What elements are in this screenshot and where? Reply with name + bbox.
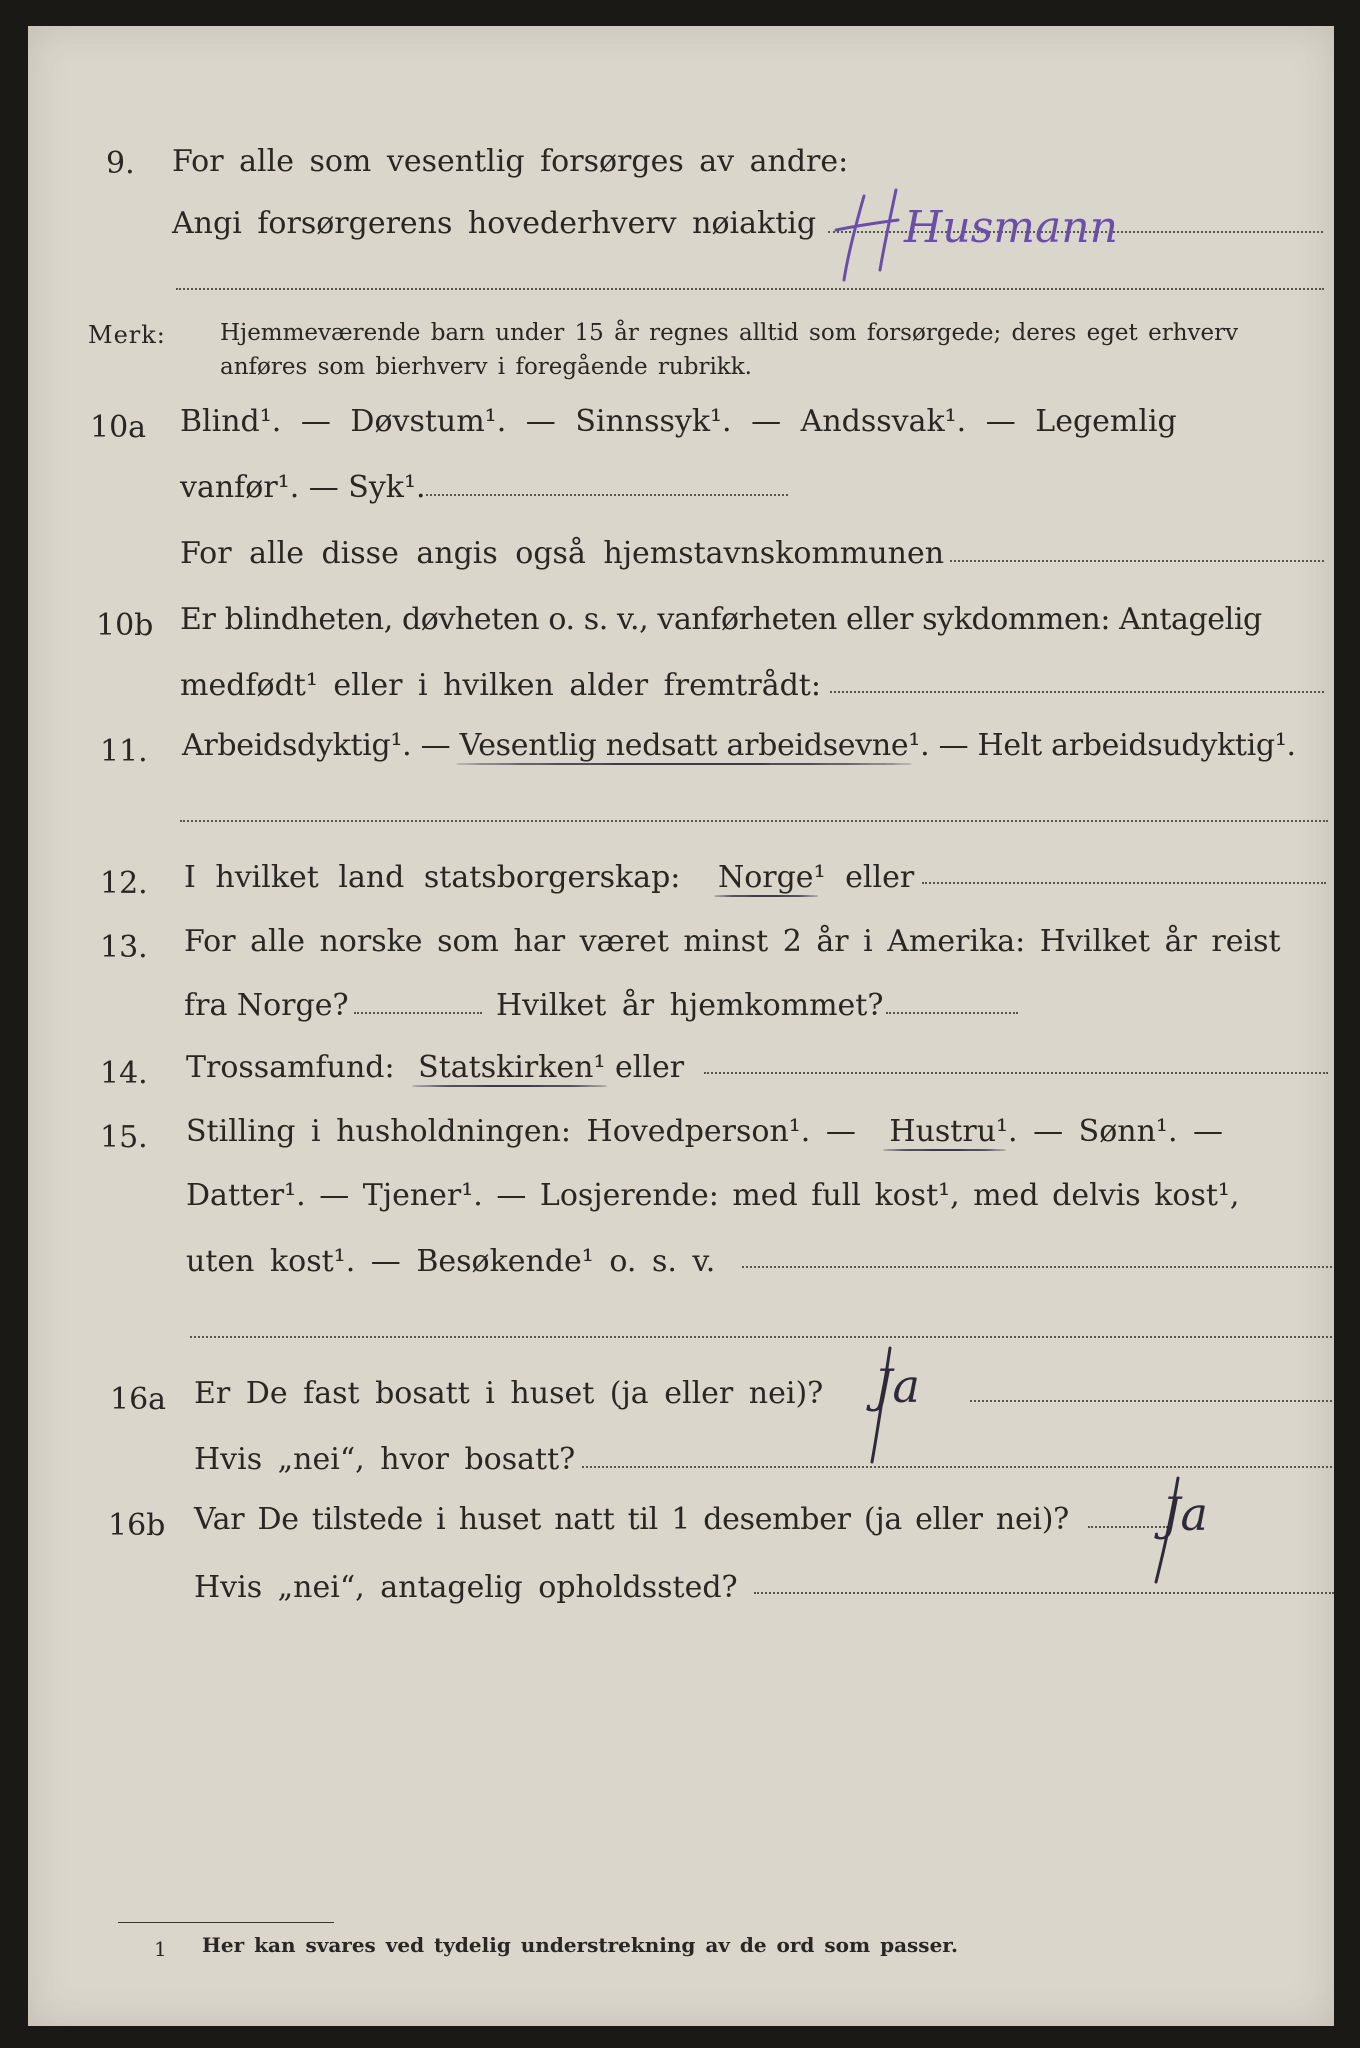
- q9-number: 9.: [106, 146, 135, 181]
- q15-underline: [883, 1149, 1006, 1151]
- q14-underlined-answer: [418, 1050, 593, 1085]
- footnote-text: Her kan svares ved tydelig understrekning av de ord som passer.: [202, 1933, 958, 1957]
- q14-underline: [412, 1085, 607, 1087]
- q15-line1a: Stilling i husholdningen: Hovedperson¹. —: [186, 1114, 856, 1149]
- note-label: Merk:: [88, 321, 166, 349]
- q11-blank: [180, 820, 1328, 822]
- q15-line1b: Hustru: [889, 1114, 997, 1149]
- q14-part3: ¹ eller: [593, 1050, 685, 1085]
- q15-line2: Datter¹. — Tjener¹. — Losjerende: med full kost¹, med delvis kost¹,: [186, 1178, 1240, 1213]
- q16a-blank: [970, 1400, 1332, 1402]
- q16b-handwritten-answer: [1108, 1466, 1278, 1596]
- q13-line1: For alle norske som har været minst 2 år i Amerika: Hvilket år reist: [184, 924, 1281, 959]
- q9-line2: Angi forsørgerens hovederhverv nøiaktig: [172, 206, 817, 241]
- q15-line1c: ¹. — Sønn¹. —: [996, 1114, 1224, 1149]
- q10a-line3: For alle disse angis også hjemstavnskommunen: [180, 536, 945, 571]
- q11-line: [182, 728, 1296, 764]
- q9-second-line: [176, 288, 1324, 290]
- q10b-line1: Er blindheten, døvheten o. s. v., vanførheten eller sykdommen: Antagelig: [180, 602, 1262, 637]
- q14-part2: Statskirken: [418, 1050, 594, 1085]
- q13-year-returned-blank: [886, 1012, 1018, 1014]
- q11-underline: [456, 763, 913, 765]
- footnote-rule: [118, 1922, 334, 1923]
- q9-answer-text: Husmann: [904, 202, 1118, 253]
- footnote-mark: 1: [154, 1937, 167, 1961]
- q12-line: [184, 860, 914, 896]
- q13-line2b: Hvilket år hjemkommet?: [496, 988, 884, 1023]
- q13-line2a: fra Norge?: [184, 988, 349, 1023]
- q16a-line1: Er De fast bosatt i huset (ja eller nei)?: [194, 1376, 824, 1411]
- q16b-answer-text: Ja: [1162, 1487, 1208, 1541]
- q10a-line2-blank: [426, 494, 788, 496]
- q12-part3: ¹ eller: [813, 860, 915, 895]
- q14-blank: [704, 1072, 1328, 1074]
- q12-number: 12.: [100, 866, 148, 901]
- q10a-line3-blank: [950, 560, 1324, 562]
- q10b-number: 10b: [96, 608, 154, 643]
- q10a-number: 10a: [90, 410, 147, 445]
- q10b-line2: medfødt¹ eller i hvilken alder fremtrådt:: [180, 668, 821, 703]
- q16b-line2: Hvis „nei“, antagelig opholdssted?: [194, 1570, 738, 1605]
- q11-part1: Arbeidsdyktig¹. —: [182, 728, 451, 763]
- q12-blank: [922, 882, 1326, 884]
- census-form-page: [28, 26, 1334, 2026]
- q9-line1: For alle som vesentlig forsørges av andre:: [172, 144, 849, 179]
- q16a-answer-text: Ja: [874, 1359, 920, 1413]
- note-line1: Hjemmeværende barn under 15 år regnes alltid som forsørgede; deres eget erhverv: [220, 320, 1239, 346]
- q16a-number: 16a: [110, 1382, 167, 1417]
- q10a-line2: vanfør¹. — Syk¹.: [180, 470, 426, 505]
- q9-handwritten-answer: [826, 176, 1226, 286]
- q16b-line1: Var De tilstede i huset natt til 1 desember (ja eller nei)?: [194, 1502, 1069, 1537]
- q15-blank: [742, 1266, 1332, 1268]
- q10b-blank: [830, 691, 1324, 693]
- q11-underlined-answer: [460, 728, 909, 763]
- q14-line: [186, 1050, 684, 1086]
- q16b-number: 16b: [108, 1508, 166, 1543]
- q13-number: 13.: [100, 930, 148, 965]
- q14-part1: Trossamfund:: [186, 1050, 395, 1085]
- q15-number: 15.: [100, 1120, 148, 1155]
- q15-underlined-answer: [889, 1114, 996, 1149]
- q11-number: 11.: [100, 734, 148, 769]
- q15-line3: uten kost¹. — Besøkende¹ o. s. v.: [186, 1244, 716, 1279]
- q11-part3: ¹. — Helt arbeidsudyktig¹.: [908, 728, 1296, 763]
- q10a-line1: Blind¹. — Døvstum¹. — Sinnssyk¹. — Andssvak¹. — Legemlig: [180, 404, 1177, 439]
- q13-year-left-blank: [354, 1012, 482, 1014]
- q12-part2: Norge: [717, 860, 814, 895]
- q15-line1: [186, 1114, 1223, 1150]
- q12-underlined-answer: [718, 860, 814, 895]
- q12-underline: [714, 895, 818, 897]
- note-line2: anføres som bierhverv i foregående rubrikk.: [220, 354, 752, 380]
- q11-part2: Vesentlig nedsatt arbeidsevne: [459, 728, 909, 763]
- q14-number: 14.: [100, 1056, 148, 1091]
- q15-second-blank: [190, 1336, 1332, 1338]
- q16a-handwritten-answer: [828, 1338, 988, 1478]
- q16b-place-blank: [754, 1592, 1334, 1594]
- q12-part1: I hvilket land statsborgerskap:: [184, 860, 681, 895]
- q16a-line2: Hvis „nei“, hvor bosatt?: [194, 1442, 576, 1477]
